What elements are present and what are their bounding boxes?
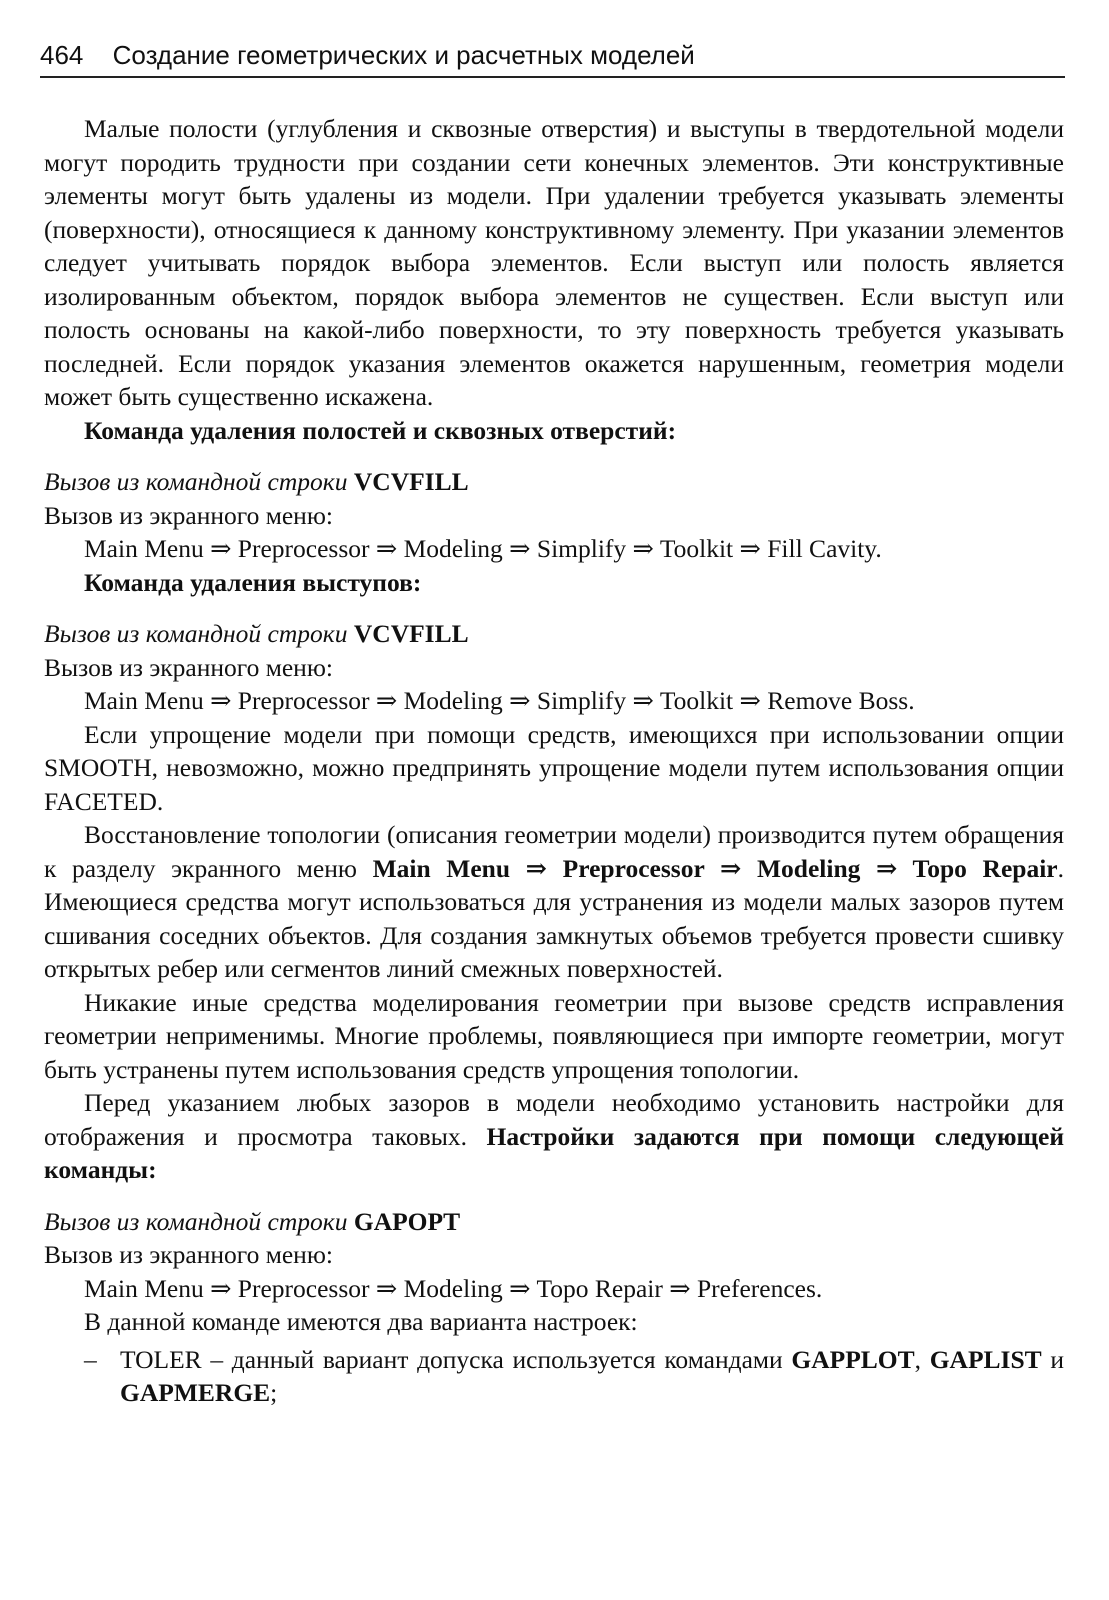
menu-path-remove-boss: Main Menu ⇒ Preprocessor ⇒ Modeling ⇒ Simplify ⇒ Toolkit ⇒ Remove Boss. bbox=[84, 686, 915, 715]
command-line-label: Вызов из командной строки bbox=[44, 467, 348, 496]
command-name: GAPMERGE bbox=[120, 1378, 271, 1407]
page-number: 464 bbox=[40, 40, 84, 70]
command-line-label: Вызов из командной строки bbox=[44, 619, 348, 648]
page-header bbox=[40, 38, 1065, 78]
command-name: VCVFILL bbox=[353, 467, 469, 496]
heading-boss-text: Команда удаления выступов: bbox=[84, 567, 422, 597]
text-segment: ; bbox=[270, 1378, 278, 1407]
text-segment: и bbox=[1050, 1344, 1065, 1374]
running-title: Создание геометрических и расчетных моделей bbox=[112, 40, 695, 70]
page-body bbox=[44, 112, 1064, 1410]
heading-boss-removal bbox=[44, 566, 1064, 600]
text-segment: Восстановление топологии (описания геометрии модели) производится путем обращения к разделу экранного меню bbox=[44, 820, 1064, 883]
list-item-toler bbox=[44, 1343, 1064, 1410]
screen-menu-label-3: Вызов из экранного меню: bbox=[44, 1240, 333, 1269]
screen-menu-label-1: Вызов из экранного меню: bbox=[44, 500, 333, 530]
list-dash: – bbox=[84, 1344, 97, 1374]
screen-menu-label-2: Вызов из экранного меню: bbox=[44, 652, 333, 682]
command-name: GAPLIST bbox=[929, 1344, 1042, 1374]
command-line-call-1 bbox=[44, 465, 1064, 499]
menu-path-fill-cavity: Main Menu ⇒ Preprocessor ⇒ Modeling ⇒ Simplify ⇒ Toolkit ⇒ Fill Cavity. bbox=[84, 534, 882, 563]
command-name: VCVFILL bbox=[353, 619, 469, 648]
menu-path-preferences: Main Menu ⇒ Preprocessor ⇒ Modeling ⇒ Topo Repair ⇒ Preferences. bbox=[84, 1273, 823, 1303]
paragraph-other-tools: Никакие иные средства моделирования геометрии при вызове средств исправления геометрии неприменимы. Многие проблемы, появляющиеся при импорте геометрии, могут быть устранены путем использования средств упрощения топологии. bbox=[44, 987, 1064, 1084]
command-name: GAPPLOT bbox=[791, 1344, 915, 1374]
paragraph-two-options: В данной команде имеются два варианта настроек: bbox=[84, 1307, 638, 1336]
paragraph-gap-settings bbox=[44, 1086, 1064, 1187]
text-segment: . Имеющиеся средства могут использоваться для устранения из модели малых зазоров путем сшивания соседних объектов. Для создания замкнутых объемов требуется провести сшивку открытых ребер или сегментов линий смежных поверхностей. bbox=[44, 853, 1064, 983]
paragraph-intro: Малые полости (углубления и сквозные отверстия) и выступы в твердотельной модели могут породить трудности при создании сети конечных элементов. Эти конструктивные элементы могут быть удалены из модели. При удалении требуется указывать элементы (поверхности), относящиеся к данному конструктивному элементу. При указании элементов следует учитывать порядок выбора элементов. Если выступ или полость является изолированным объектом, порядок выбора элементов не существен. Если выступ или полость основаны на какой-либо поверхности, то эту поверхность требуется указывать последней. Если порядок указания элементов окажется нарушенным, геометрия модели может быть существенно искажена. bbox=[44, 114, 1064, 411]
bold-segment: Настройки задаются при помощи следующей команды: bbox=[44, 1121, 1065, 1184]
paragraph-topo-repair bbox=[44, 818, 1064, 986]
command-line-label: Вызов из командной строки bbox=[44, 1206, 348, 1236]
command-line-call-2 bbox=[44, 617, 1064, 651]
command-name: GAPOPT bbox=[353, 1206, 461, 1236]
command-line-call-3 bbox=[44, 1205, 1064, 1239]
text-segment: Перед указанием любых зазоров в модели необходимо установить настройки для отображения и просмотра таковых. bbox=[44, 1088, 1064, 1151]
paragraph-smooth-faceted: Если упрощение модели при помощи средств, имеющихся при использовании опции SMOOTH, невозможно, можно предпринять упрощение модели путем использования опции FACETED. bbox=[44, 719, 1064, 816]
heading-cavity-removal bbox=[44, 414, 1064, 448]
menu-path-topo-repair: Main Menu ⇒ Preprocessor ⇒ Modeling ⇒ Topo Repair bbox=[372, 853, 1058, 883]
heading-cavity-text: Команда удаления полостей и сквозных отверстий: bbox=[84, 415, 677, 445]
text-segment: , bbox=[914, 1344, 922, 1374]
text-segment: TOLER – данный вариант допуска используется командами bbox=[120, 1344, 783, 1374]
